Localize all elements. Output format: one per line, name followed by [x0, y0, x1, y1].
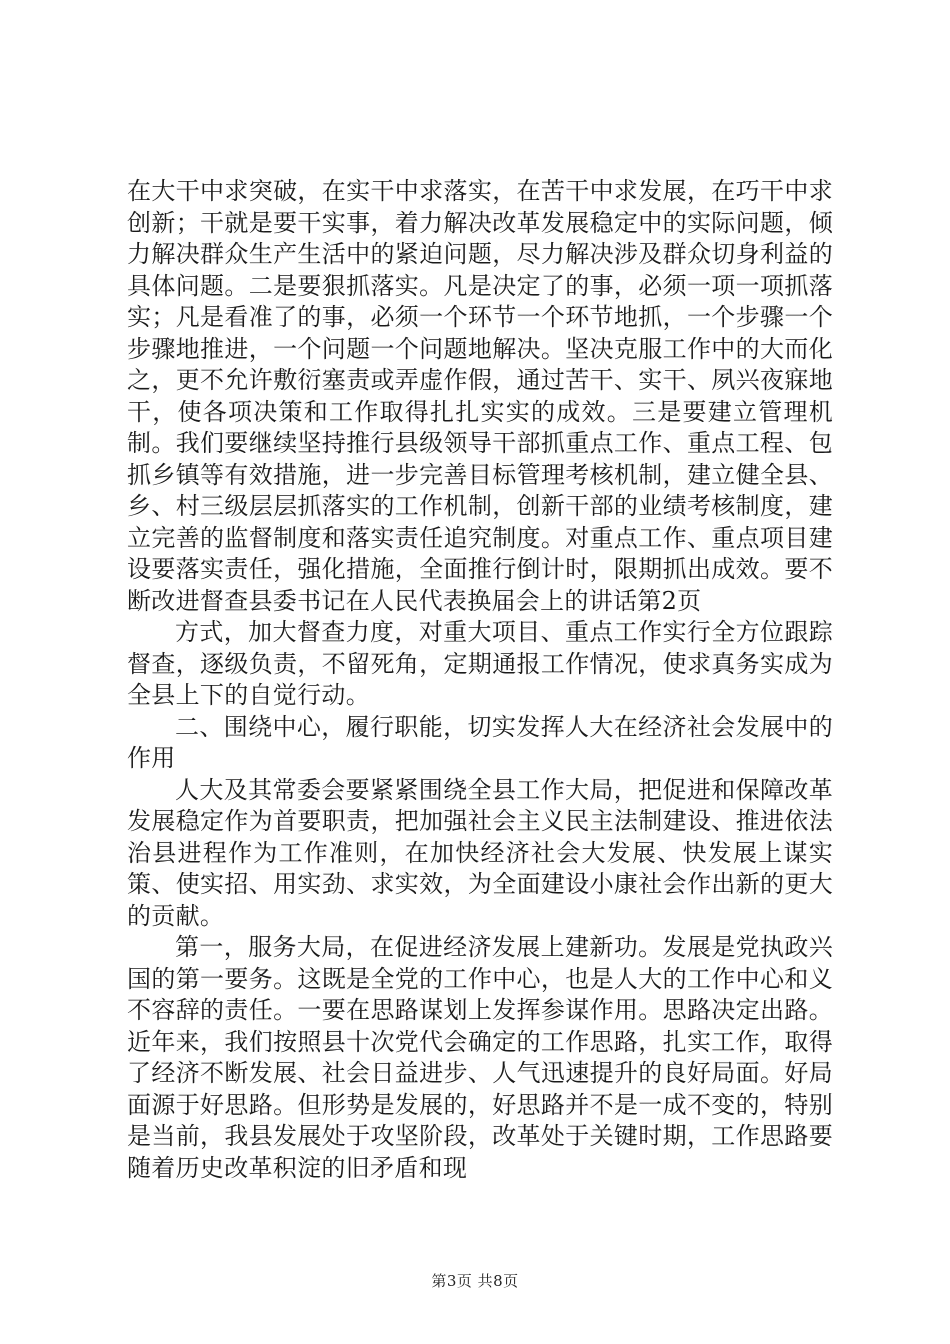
body-text: [127, 176, 833, 1184]
section-heading: 二、围绕中心，履行职能，切实发挥人大在经济社会发展中的作用: [127, 712, 833, 772]
page-number-footer: 第3页 共8页: [431, 1272, 519, 1290]
paragraph-1: 在大干中求突破，在实干中求落实，在苦干中求发展，在巧干中求创新；干就是要干实事，着力解决改革发展稳定中的实际问题，倾力解决群众生产生活中的紧迫问题，尽力解决涉及群众切身利益的具体问题。二是要狠抓落实。凡是决定了的事，必须一项一项抓落实；凡是看准了的事，必须一个环节一个环节地抓，一个步骤一个步骤地推进，一个问题一个问题地解决。坚决克服工作中的大而化之，更不允许敷衍塞责或弄虚作假，通过苦干、实干、夙兴夜寐地干，使各项决策和工作取得扎扎实实的成效。三是要建立管理机制。我们要继续坚持推行县级领导干部抓重点工作、重点工程、包抓乡镇等有效措施，进一步完善目标管理考核机制，建立健全县、乡、村三级层层抓落实的工作机制，创新干部的业绩考核制度，建立完善的监督制度和落实责任追究制度。对重点工作、重点项目建设要落实责任，强化措施，全面推行倒计时，限期抓出成效。要不断改进督查县委书记在人民代表换届会上的讲话第2页: [127, 177, 833, 615]
paragraph-2: 方式，加大督查力度，对重大项目、重点工作实行全方位跟踪督查，逐级负责，不留死角，定期通报工作情况，使求真务实成为全县上下的自觉行动。: [127, 618, 833, 709]
paragraph-3: 人大及其常委会要紧紧围绕全县工作大局，把促进和保障改革发展稳定作为首要职责，把加强社会主义民主法制建设、推进依法治县进程作为工作准则，在加快经济社会大发展、快发展上谋实策、使实招、用实劲、求实效，为全面建设小康社会作出新的更大的贡献。: [127, 775, 833, 930]
paragraph-4: 第一，服务大局，在促进经济发展上建新功。发展是党执政兴国的第一要务。这既是全党的工作中心，也是人大的工作中心和义不容辞的责任。一要在思路谋划上发挥参谋作用。思路决定出路。近年来，我们按照县十次党代会确定的工作思路，扎实工作，取得了经济不断发展、社会日益进步、人气迅速提升的良好局面。好局面源于好思路。但形势是发展的，好思路并不是一成不变的，特别是当前，我县发展处于攻坚阶段，改革处于关键时期，工作思路要随着历史改革积淀的旧矛盾和现: [127, 933, 833, 1182]
